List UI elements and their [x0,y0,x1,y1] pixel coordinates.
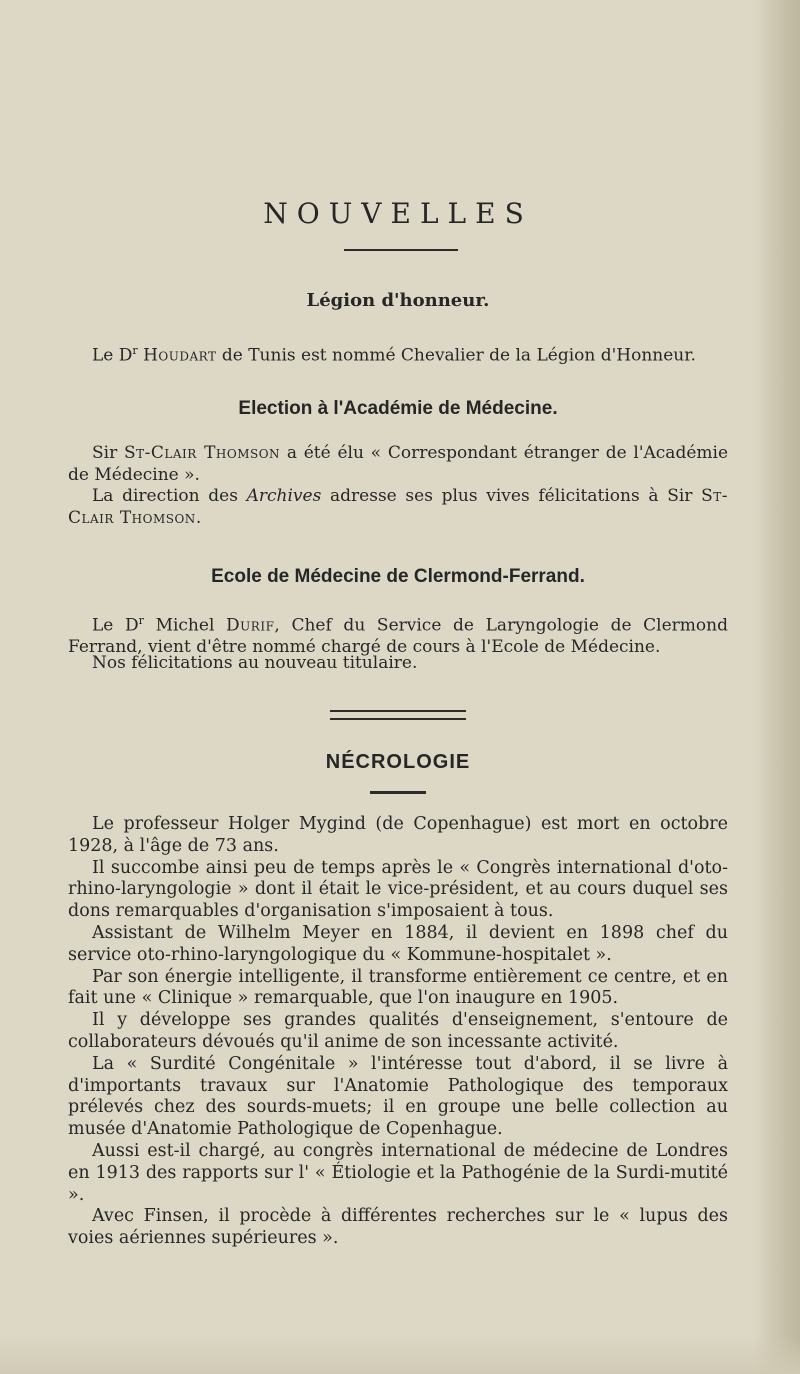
superscript: r [138,614,144,627]
title-rule [344,249,458,251]
section-heading-necrologie: NÉCROLOGIE [325,751,471,773]
necrologie-paragraph: Assistant de Wilhelm Meyer en 1884, il devient en 1898 chef du service oto-rhino-laryngologique du « Kommune-hospitalet ». [68,922,728,965]
text-run: Sir [92,443,124,463]
section-heading-academie: Election à l'Académie de Médecine. [238,398,558,419]
journal-name: Archives [246,486,322,506]
text-run: adresse ses plus vives félicitations à Sir [321,486,702,506]
person-name: Durif [226,615,275,636]
section-divider [330,710,466,720]
necrologie-paragraph: Il succombe ainsi peu de temps après le « Congrès international d'oto-rhino-laryngologie » dont il était le vice-président, et au cours duquel ses dons remarquables d'organisation s'imposaient à tous. [68,857,728,922]
page-title: NOUVELLES [263,197,533,230]
text-run: La direction des [92,486,247,506]
academie-paragraph-2 [68,486,728,529]
necrologie-paragraph: Par son énergie intelligente, il transforme entièrement ce centre, et en fait une « Clinique » remarquable, que l'on inaugure en 1905. [68,966,728,1009]
necrologie-paragraph: Avec Finsen, il procède à différentes recherches sur le « lupus des voies aériennes supérieures ». [68,1206,728,1249]
section-heading-clermont: Ecole de Médecine de Clermond-Ferrand. [211,566,585,587]
text-run: Le D [92,345,133,366]
text-run: Michel [143,615,227,636]
necrologie-rule [370,791,426,794]
person-name: Houdart [143,345,217,366]
necrologie-paragraph: Aussi est-il chargé, au congrès international de médecine de Londres en 1913 des rapports sur l' « Étiologie et la Pathogénie de la Surdi-mutité ». [68,1140,728,1205]
academie-paragraph-1 [68,443,728,486]
text-run: . [195,507,202,528]
page-edge-shadow [754,0,800,1374]
person-name: St-Clair Thomson [68,486,728,528]
necrologie-paragraph: Il y développe ses grandes qualités d'enseignement, s'entoure de collaborateurs dévoués qu'il anime de son incessante activité. [68,1010,728,1052]
necrologie-paragraph: La « Surdité Congénitale » l'intéresse tout d'abord, il se livre à d'importants travaux sur l'Anatomie Pathologique des temporaux prélevés chez des sourds-muets; il en groupe une belle collection au musée d'Anatomie Pathologique de Copenhague. [68,1053,728,1140]
section-heading-legion: Légion d'honneur. [306,290,490,311]
text-run: Le D [92,615,139,636]
text-run: de Tunis est nommé Chevalier de la Légion d'Honneur. [216,345,696,366]
text-run: , Chef du Service de Laryngologie de Clermond Ferrand, vient d'être nommé chargé de cours à l'Ecole de Médecine. [68,615,728,658]
legion-paragraph [68,340,728,367]
necrologie-paragraph: Le professeur Holger Mygind (de Copenhague) est mort en octobre 1928, à l'âge de 73 ans. [68,814,728,856]
clermont-paragraph-2: Nos félicitations au nouveau titulaire. [92,653,418,673]
page-bottom-shadow [0,1334,800,1374]
necrologie-body [68,814,728,1250]
text-run: a été élu « Correspondant étranger de l'Académie de Médecine ». [68,443,729,485]
superscript: r [132,344,138,357]
person-name: St-Clair Thomson [123,443,281,463]
clermont-paragraph-1 [68,610,728,659]
